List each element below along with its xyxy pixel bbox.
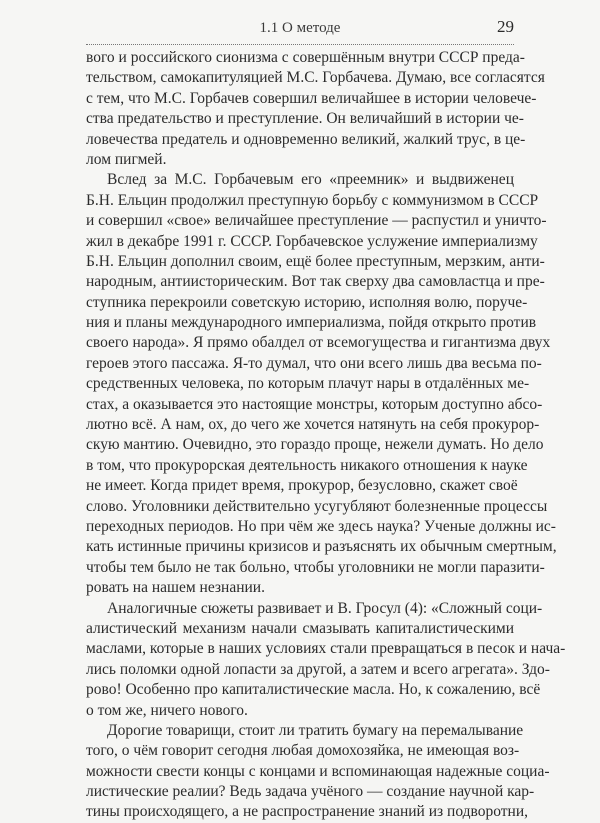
text-line: с тем, что М.С. Горбачев совершил величайшее в истории человече-	[86, 89, 537, 107]
text-line: о том же, ничего нового.	[86, 701, 248, 719]
text-line: Б.Н. Ельцин дополнил своим, ещё более преступным, мерзким, анти-	[86, 252, 545, 270]
text-line: средственных человека, по которым плачут нары в отдалённых ме-	[86, 375, 530, 393]
text-line: слово. Уголовники действительно усугубляют болезненные процессы	[86, 497, 548, 515]
text-line: ства предательство и преступление. Он величайший в истории че-	[86, 110, 524, 128]
text-line: Б.Н. Ельцин продолжил преступную борьбу с коммунизмом в СССР	[86, 191, 539, 209]
header-divider	[86, 44, 514, 45]
text-line: лом пигмей.	[86, 150, 167, 168]
text-line: ровать на нашем незнании.	[86, 579, 265, 597]
text-line: Дорогие товарищи, стоит ли тратить бумагу на перемалывание	[107, 721, 524, 739]
running-title: 1.1 О методе	[259, 20, 341, 36]
text-line: рово! Особенно про капиталистические масла. Но, к сожалению, всё	[86, 681, 541, 699]
text-line: листические реалии? Ведь задача учёного — создание научной кар-	[86, 783, 535, 801]
paragraph	[86, 599, 566, 721]
text-line: ния и планы международного империализма, пойдя открыто против	[86, 314, 537, 332]
paragraph	[86, 721, 550, 823]
text-line: не имеет. Когда придет время, прокурор, безусловно, скажет своё	[86, 477, 518, 495]
text-line: алистический механизм начали смазывать капиталистическими	[86, 619, 514, 637]
text-line: в том, что прокурорская деятельность никакого отношения к науке	[86, 456, 528, 474]
text-line: героев этого пассажа. Я-то думал, что они всего лишь два весьма по-	[86, 354, 542, 372]
text-line: вого и российского сионизма с совершённым внутри СССР преда-	[86, 49, 525, 66]
text-line: Вслед за М.С. Горбачевым его «преемник» и выдвиженец	[107, 171, 514, 189]
text-line: стах, а оказывается это настоящие монстры, которым доступно абсо-	[86, 395, 543, 413]
text-line: переходных периодов. Но при чём же здесь наука? Ученые должны ис-	[86, 517, 556, 535]
text-line: народным, антиисторическим. Вот так сверху два самовластца и пре-	[86, 273, 545, 291]
text-line: кать истинные причины кризисов и разъяснять их обычным смертным,	[86, 538, 557, 556]
text-line: чтобы тем было не так больно, чтобы уголовники не могли паразити-	[86, 558, 545, 576]
text-line: тельством, самокапитуляцией М.С. Горбачева. Думаю, все согласятся	[86, 69, 545, 87]
text-line: своего народа». Я прямо обалдел от всемогущества и гигантизма двух	[86, 334, 551, 352]
text-line: ступника перекроили советскую историю, исполняя волю, поруче-	[86, 293, 528, 311]
text-line: ловечества предатель и одновременно великий, жалкий трус, в це-	[86, 130, 526, 148]
text-line: того, о чём говорит сегодня любая домохозяйка, не имеющая воз-	[86, 742, 520, 760]
text-line: скую мантию. Очевидно, это гораздо проще, нежели думать. Но дело	[86, 436, 544, 454]
text-line: тины происходящего, а не распространение знаний из подворотни,	[86, 803, 528, 821]
text-line: маслами, которые в наших условиях стали превращаться в песок и нача-	[86, 640, 566, 658]
body-text	[86, 48, 566, 823]
text-line: лись поломки одной лопасти за другой, а затем и всего агрегата». Здо-	[86, 660, 550, 678]
text-line: и совершил «свое» величайшее преступление — распустил и уничто-	[86, 212, 547, 230]
text-line: жил в декабре 1991 г. СССР. Горбачевское услужение империализму	[86, 232, 538, 250]
page-number: 29	[497, 17, 514, 36]
paragraph	[86, 48, 545, 170]
paragraph	[86, 170, 557, 598]
running-head	[86, 14, 514, 42]
text-line: Аналогичные сюжеты развивает и В. Гросул (4): «Сложный соци-	[107, 599, 543, 617]
text-line: лютно всё. А нам, ох, до чего же хочется натянуть на себя прокурор-	[86, 416, 540, 434]
text-line: можности свести концы с концами и вспоминающая надежные социа-	[86, 762, 550, 780]
